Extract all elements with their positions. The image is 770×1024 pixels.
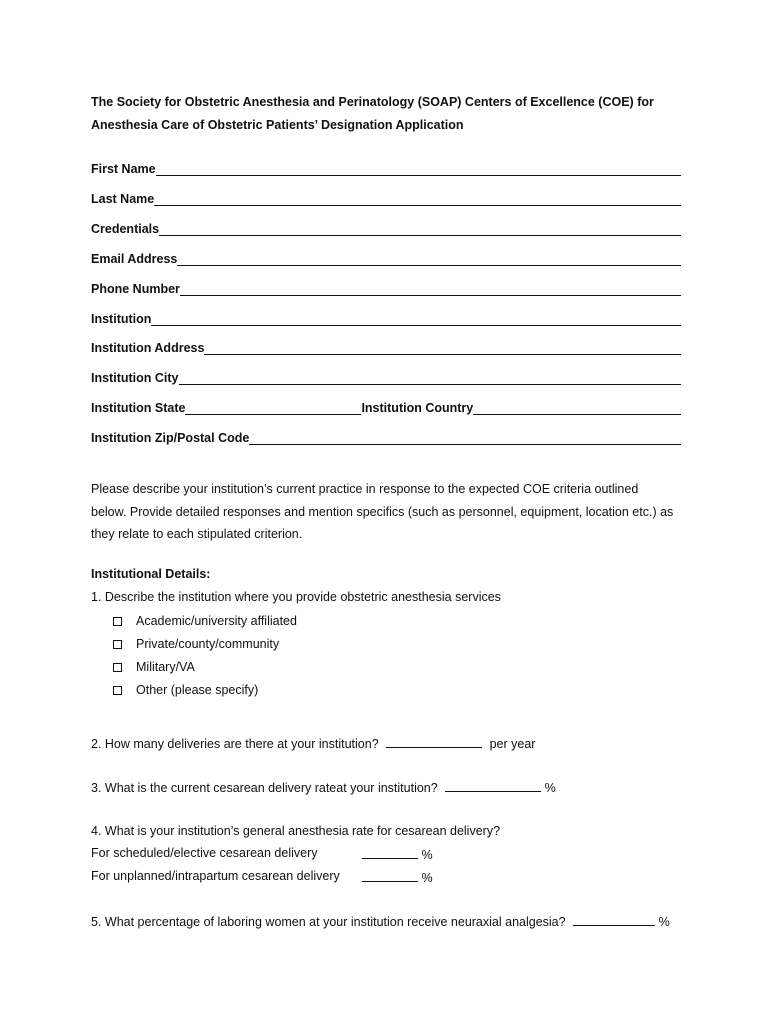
option-military-label: Military/VA	[136, 660, 195, 674]
unplanned-rate-suffix: %	[421, 871, 433, 885]
unplanned-rate-input-line[interactable]	[362, 869, 418, 882]
checkbox-icon[interactable]	[113, 640, 122, 649]
instructions-line-2: below. Provide detailed responses and mention specifics (such as personnel, equipment, location etc.) as	[91, 504, 674, 519]
instructions-line-3: they relate to each stipulated criterion.	[91, 527, 303, 541]
institution-address-input-line[interactable]	[204, 340, 681, 355]
question-2-row	[91, 735, 535, 751]
institution-field[interactable]	[91, 307, 681, 327]
institution-zip-input-line[interactable]	[249, 430, 681, 445]
instructions-paragraph	[91, 478, 691, 546]
credentials-label: Credentials	[91, 222, 160, 236]
scheduled-cesarean-field[interactable]	[362, 846, 433, 862]
institution-zip-field[interactable]	[91, 426, 681, 446]
credentials-input-line[interactable]	[159, 221, 681, 236]
last-name-field[interactable]	[91, 187, 681, 207]
phone-input-line[interactable]	[180, 281, 681, 296]
institution-city-label: Institution City	[91, 371, 179, 385]
institution-zip-label: Institution Zip/Postal Code	[91, 431, 250, 445]
scheduled-rate-suffix: %	[421, 848, 433, 862]
option-academic[interactable]	[113, 614, 297, 628]
form-title-line-1: The Society for Obstetric Anesthesia and Perinatology (SOAP) Centers of Excellence (COE) for	[91, 95, 654, 109]
question-3-row	[91, 779, 556, 795]
first-name-field[interactable]	[91, 157, 681, 177]
question-5: 5. What percentage of laboring women at your institution receive neuraxial analgesia?	[91, 915, 566, 929]
cesarean-rate-input-line[interactable]	[445, 779, 541, 792]
option-academic-label: Academic/university affiliated	[136, 614, 297, 628]
institution-address-label: Institution Address	[91, 341, 205, 355]
checkbox-icon[interactable]	[113, 663, 122, 672]
institution-input-line[interactable]	[151, 311, 681, 326]
question-2: 2. How many deliveries are there at your institution?	[91, 737, 379, 751]
last-name-label: Last Name	[91, 192, 155, 206]
deliveries-input-line[interactable]	[386, 735, 482, 748]
first-name-input-line[interactable]	[156, 161, 681, 176]
institution-state-label: Institution State	[91, 401, 186, 415]
institution-city-field[interactable]	[91, 366, 681, 386]
institution-city-input-line[interactable]	[179, 370, 682, 385]
institution-state-input-line[interactable]	[185, 400, 361, 415]
question-5-row	[91, 913, 670, 929]
instructions-line-1: Please describe your institution’s current practice in response to the expected COE criteria outlined	[91, 482, 639, 496]
option-other-label: Other (please specify)	[136, 683, 259, 697]
checkbox-icon[interactable]	[113, 686, 122, 695]
option-private[interactable]	[113, 637, 279, 651]
form-title-line-2: Anesthesia Care of Obstetric Patients’ Designation Application	[91, 118, 464, 132]
question-3: 3. What is the current cesarean delivery rateat your institution?	[91, 781, 438, 795]
option-other[interactable]	[113, 683, 258, 697]
form-title	[91, 91, 711, 137]
institution-label: Institution	[91, 312, 152, 326]
question-3-suffix: %	[544, 781, 556, 795]
question-1: 1. Describe the institution where you provide obstetric anesthesia services	[91, 590, 501, 604]
institution-address-field[interactable]	[91, 336, 681, 356]
institution-country-input-line[interactable]	[473, 400, 681, 415]
institution-country-label: Institution Country	[361, 401, 474, 415]
scheduled-cesarean-label: For scheduled/elective cesarean delivery	[91, 846, 318, 860]
email-input-line[interactable]	[177, 251, 681, 266]
question-4: 4. What is your institution’s general anesthesia rate for cesarean delivery?	[91, 824, 501, 838]
email-label: Email Address	[91, 252, 178, 266]
option-military[interactable]	[113, 660, 195, 674]
unplanned-cesarean-field[interactable]	[362, 869, 433, 885]
first-name-label: First Name	[91, 162, 156, 176]
question-5-suffix: %	[658, 915, 670, 929]
checkbox-icon[interactable]	[113, 617, 122, 626]
last-name-input-line[interactable]	[154, 191, 681, 206]
neuraxial-rate-input-line[interactable]	[573, 913, 655, 926]
phone-label: Phone Number	[91, 282, 180, 296]
option-private-label: Private/county/community	[136, 637, 280, 651]
question-2-suffix: per year	[489, 737, 536, 751]
phone-field[interactable]	[91, 277, 681, 297]
unplanned-cesarean-label: For unplanned/intrapartum cesarean delivery	[91, 869, 340, 883]
institution-state-country-row	[91, 396, 681, 416]
email-field[interactable]	[91, 247, 681, 267]
scheduled-rate-input-line[interactable]	[362, 846, 418, 859]
credentials-field[interactable]	[91, 217, 681, 237]
institutional-details-heading: Institutional Details:	[91, 567, 211, 581]
